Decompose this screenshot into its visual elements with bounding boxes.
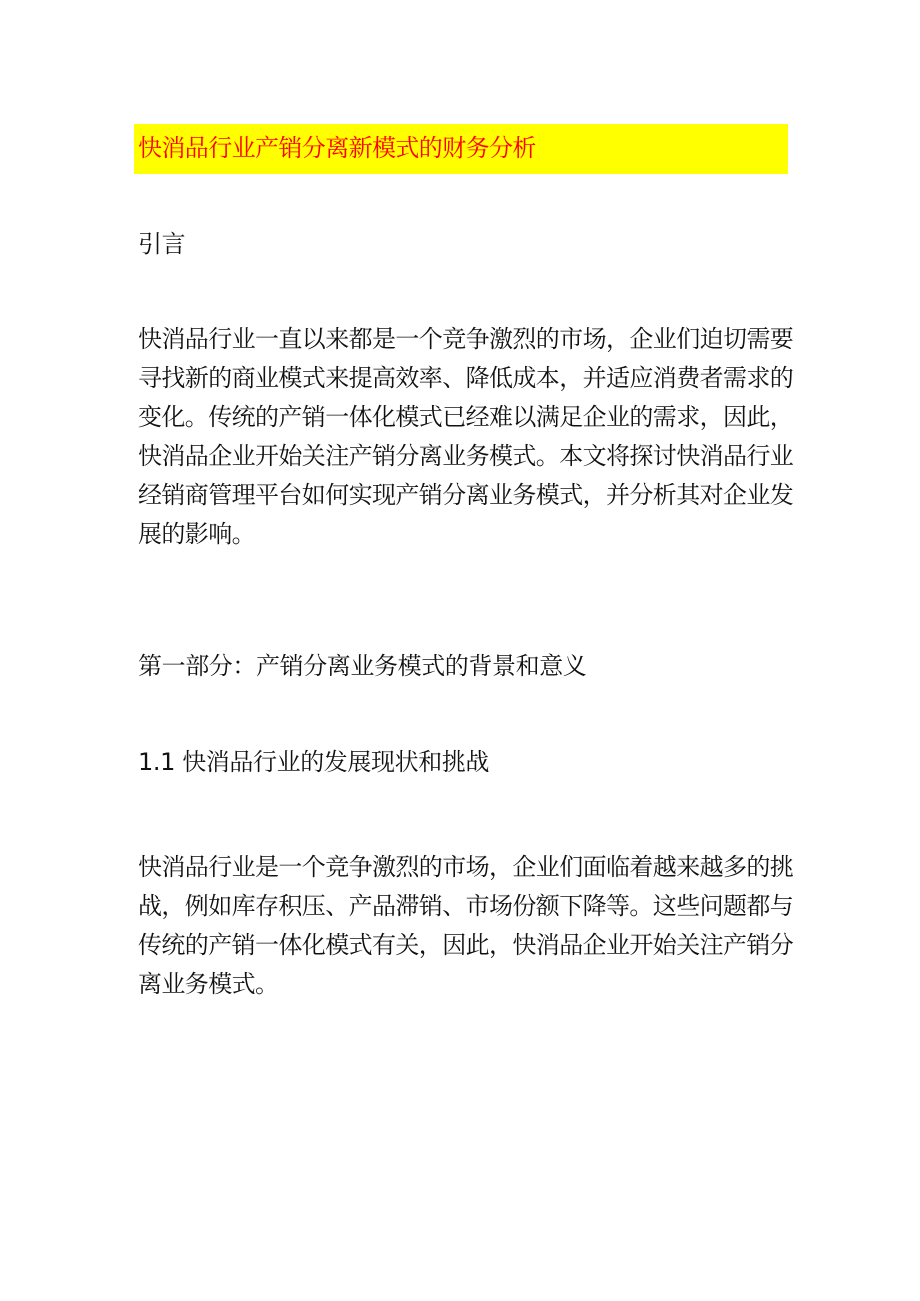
paragraph-line: 寻找新的商业模式来提高效率、降低成本，并适应消费者需求的: [138, 364, 794, 392]
paragraph-line: 快消品企业开始关注产销分离业务模式。本文将探讨快消品行业: [138, 442, 794, 470]
paragraph-line: 传统的产销一体化模式有关，因此，快消品企业开始关注产销分: [138, 931, 794, 959]
section-1-1-paragraph: [138, 848, 794, 1004]
part1-heading: 第一部分：产销分离业务模式的背景和意义: [138, 652, 587, 680]
section-1-1-heading: 1.1 快消品行业的发展现状和挑战: [138, 748, 489, 776]
paragraph-line: 快消品行业是一个竞争激烈的市场，企业们面临着越来越多的挑: [138, 853, 794, 881]
intro-paragraph: [138, 320, 794, 554]
intro-heading: 引言: [138, 230, 186, 258]
paragraph-line: 战，例如库存积压、产品滞销、市场份额下降等。这些问题都与: [138, 892, 794, 920]
paragraph-line: 快消品行业一直以来都是一个竞争激烈的市场，企业们迫切需要: [138, 325, 794, 353]
paragraph-line: 展的影响。: [138, 520, 255, 548]
document-title: 快消品行业产销分离新模式的财务分析: [138, 134, 536, 162]
paragraph-line: 离业务模式。: [138, 970, 279, 998]
paragraph-line: 经销商管理平台如何实现产销分离业务模式，并分析其对企业发: [138, 481, 794, 509]
paragraph-line: 变化。传统的产销一体化模式已经难以满足企业的需求，因此，: [138, 403, 794, 431]
